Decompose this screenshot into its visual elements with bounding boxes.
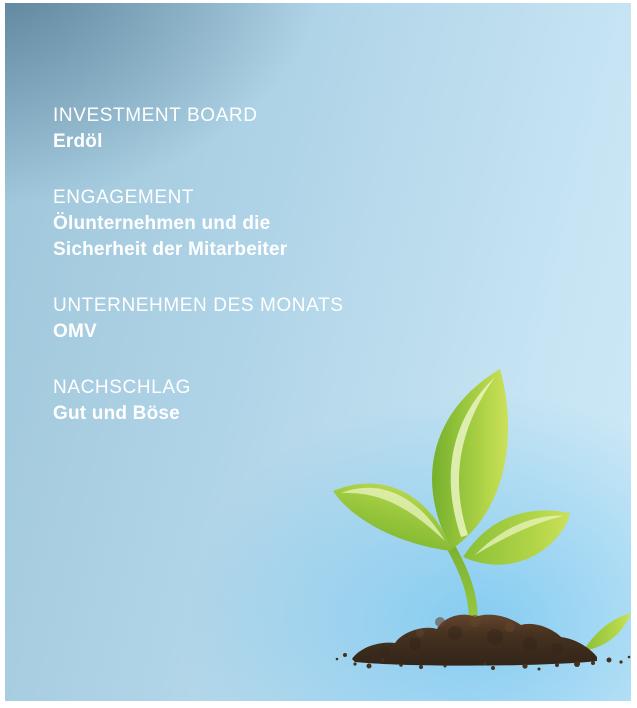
small-right-leaf bbox=[583, 613, 631, 651]
toc-section-investment-board bbox=[53, 103, 393, 155]
toc-section-unternehmen-des-monats bbox=[53, 293, 393, 345]
section-topic: Sicherheit der Mitarbeiter bbox=[53, 239, 288, 260]
toc-section-engagement bbox=[53, 185, 393, 263]
section-topic: Ölunternehmen und die bbox=[53, 213, 271, 234]
blue-gradient-panel bbox=[5, 3, 631, 701]
seedling-svg bbox=[325, 359, 637, 675]
section-topic: Erdöl bbox=[53, 131, 103, 152]
section-heading: NACHSCHLAG bbox=[53, 377, 191, 398]
section-topic: Gut und Böse bbox=[53, 403, 180, 424]
section-heading: UNTERNEHMEN DES MONATS bbox=[53, 295, 344, 316]
section-heading: ENGAGEMENT bbox=[53, 187, 195, 208]
soil-mound bbox=[352, 615, 597, 666]
section-heading: INVESTMENT BOARD bbox=[53, 105, 258, 126]
center-leaf bbox=[432, 369, 508, 549]
section-topic: OMV bbox=[53, 321, 97, 342]
seedling-illustration bbox=[325, 359, 637, 675]
